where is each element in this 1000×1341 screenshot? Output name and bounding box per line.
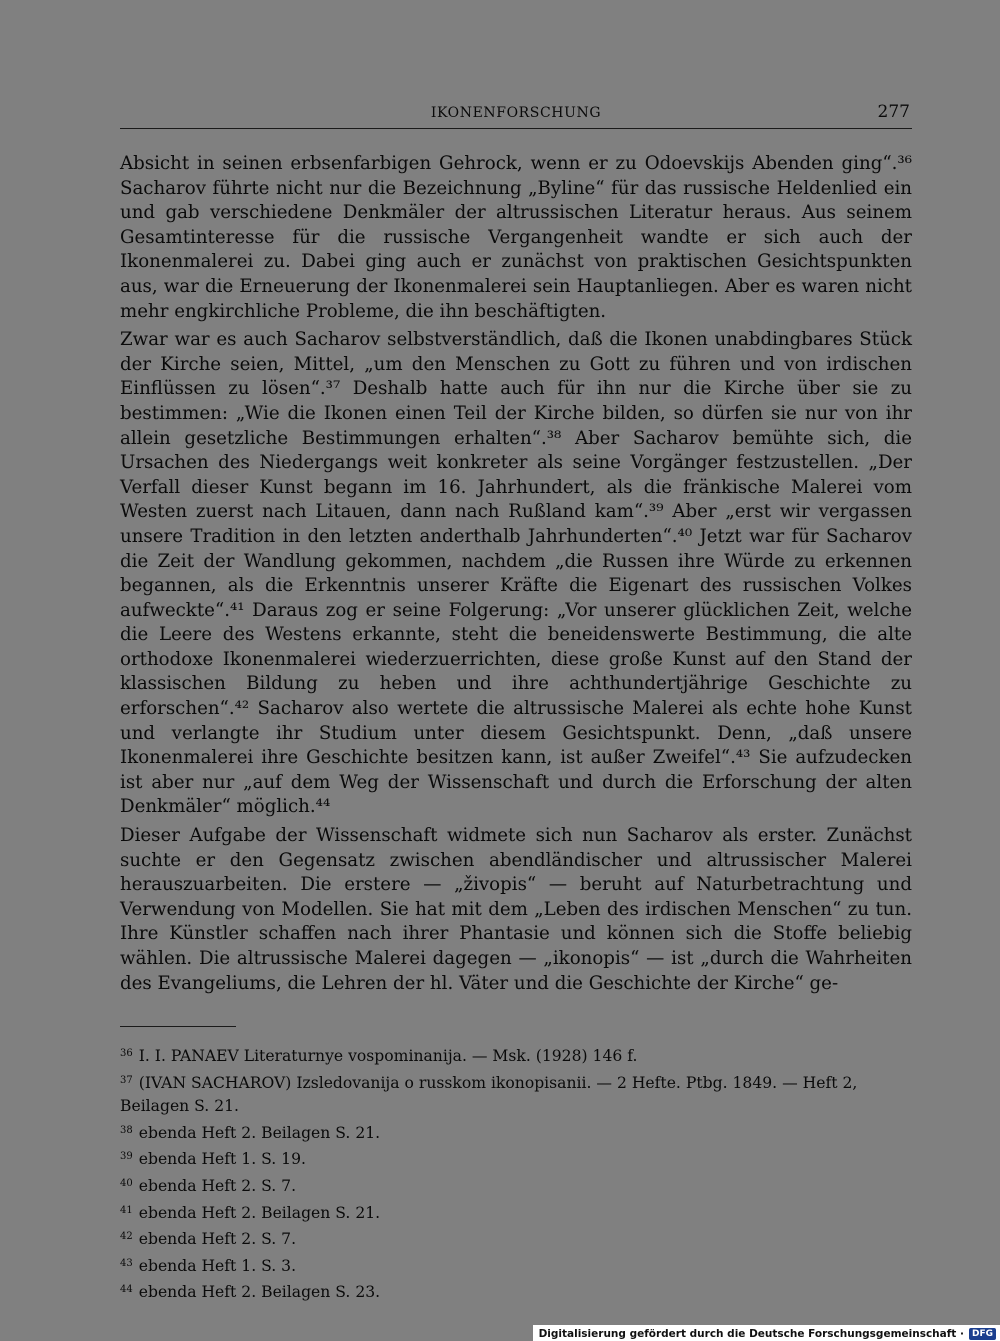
digitization-credit bbox=[533, 1325, 1000, 1341]
footnote-text: ebenda Heft 1. S. 3. bbox=[138, 1256, 297, 1275]
footnotes bbox=[120, 1042, 912, 1305]
footnote-divider bbox=[120, 1026, 236, 1027]
credit-text: Digitalisierung gefördert durch die Deutsche Forschungsgemeinschaft · bbox=[538, 1327, 964, 1340]
footnote-number: 38 bbox=[120, 1124, 133, 1136]
footnote bbox=[120, 1278, 912, 1305]
footnote bbox=[120, 1172, 912, 1199]
footnote-text: ebenda Heft 2. Beilagen S. 21. bbox=[138, 1123, 381, 1142]
footnote-number: 37 bbox=[120, 1074, 133, 1086]
footnote-text: (IVAN SACHAROV) Izsledovanija o russkom ikonopisanii. — 2 Hefte. Ptbg. 1849. — Heft 2, Beilagen S. 21. bbox=[120, 1073, 858, 1116]
running-title: IKONENFORSCHUNG bbox=[430, 105, 602, 121]
footnote-number: 40 bbox=[120, 1177, 133, 1189]
page-number: 277 bbox=[877, 102, 910, 122]
running-header bbox=[120, 102, 912, 129]
footnote bbox=[120, 1252, 912, 1279]
body-text bbox=[120, 152, 912, 1000]
footnote-number: 43 bbox=[120, 1257, 133, 1269]
footnote-number: 44 bbox=[120, 1284, 133, 1296]
footnote-text: I. I. PANAEV Literaturnye vospominanija. — Msk. (1928) 146 f. bbox=[138, 1047, 638, 1065]
footnote bbox=[120, 1199, 912, 1226]
paragraph: Dieser Aufgabe der Wissenschaft widmete sich nun Sacharov als erster. Zunächst suchte er den Gegensatz zwischen abendländischer und altrussischer Malerei herauszuarbeiten. Die erstere — „živopis“ — beruht auf Naturbetrachtung und Verwendung von Modellen. Sie hat mit dem „Leben des irdischen Menschen“ zu tun. Ihre Künstler schaffen nach ihrer Phantasie und können sich die Stoffe beliebig wählen. Die altrussische Malerei dagegen — „ikonopis“ — ist „durch die Wahrheiten des Evangeliums, die Lehren der hl. Väter und die Geschichte der Kirche“ ge- bbox=[120, 825, 912, 994]
footnote-number: 41 bbox=[120, 1204, 133, 1216]
footnote bbox=[120, 1225, 912, 1252]
footnote-text: ebenda Heft 2. S. 7. bbox=[138, 1230, 297, 1249]
footnote-text: ebenda Heft 1. S. 19. bbox=[138, 1150, 306, 1169]
footnote-text: ebenda Heft 2. S. 7. bbox=[138, 1176, 297, 1195]
footnote-number: 39 bbox=[120, 1151, 133, 1163]
footnote bbox=[120, 1145, 912, 1172]
footnote bbox=[120, 1069, 912, 1119]
paragraph: Zwar war es auch Sacharov selbstverständlich, daß die Ikonen unabdingbares Stück der Kirche seien, Mittel, „um den Menschen zu Gott zu führen und von irdischen Einflüssen zu lösen“.³⁷ Deshalb hatte auch für ihn nur die Kirche über sie zu bestimmen: „Wie die Ikonen einen Teil der Kirche bilden, so dürfen sie nur von ihr allein gesetzliche Bestimmungen erhalten“.³⁸ Aber Sacharov bemühte sich, die Ursachen des Niedergangs weit konkreter als seine Vorgänger festzustellen. „Der Verfall dieser Kunst begann im 16. Jahrhundert, als die fränkische Malerei vom Westen zuerst nach Litauen, dann nach Rußland kam“.³⁹ Aber „erst wir vergassen unsere Tradition in den letzten anderthalb Jahrhunderten“.⁴⁰ Jetzt war für Sacharov die Zeit der Wandlung gekommen, nachdem „die Russen ihre Würde zu erkennen begannen, als die Erkenntnis unserer Kräfte die Eigenart des russischen Volkes aufweckte“.⁴¹ Daraus zog er seine Folgerung: „Vor unserer glücklichen Zeit, welche die Leere des Westens erkannte, steht die beneidenswerte Bestimmung, die alte orthodoxe Ikonenmalerei wiederzuerrichten, diese große Kunst auf den Stand der klassischen Bildung zu heben und ihre achthundertjährige Geschichte zu erforschen“.⁴² Sacharov also wertete die altrussische Malerei als echte hohe Kunst und verlangte ihr Studium unter diesem Gesichtspunkt. Denn, „daß unsere Ikonenmalerei ihre Geschichte besitzen kann, ist außer Zweifel“.⁴³ Sie aufzudecken ist aber nur „auf dem Weg der Wissenschaft und durch die Erforschung der alten Denkmäler“ möglich.⁴⁴ bbox=[120, 329, 912, 818]
footnote-text: ebenda Heft 2. Beilagen S. 21. bbox=[138, 1203, 381, 1222]
footnote bbox=[120, 1119, 912, 1146]
footnote-text: ebenda Heft 2. Beilagen S. 23. bbox=[138, 1283, 381, 1302]
dfg-logo-icon: DFG bbox=[969, 1328, 996, 1340]
paragraph: Absicht in seinen erbsenfarbigen Gehrock, wenn er zu Odoevskijs Abenden ging“.³⁶ Sacharov führte nicht nur die Bezeichnung „Byline“ für das russische Heldenlied ein und gab verschiedene Denkmäler der altrussischen Literatur heraus. Aus seinem Gesamtinteresse für die russische Vergangenheit wandte er sich auch der Ikonenmalerei zu. Dabei ging auch er zunächst von praktischen Gesichtspunkten aus, war die Erneuerung der Ikonenmalerei sein Hauptanliegen. Aber es waren nicht mehr engkirchliche Probleme, die ihn beschäftigten. bbox=[120, 153, 912, 322]
footnote-number: 42 bbox=[120, 1231, 133, 1243]
footnote bbox=[120, 1042, 912, 1069]
footnote-number: 36 bbox=[120, 1048, 133, 1059]
